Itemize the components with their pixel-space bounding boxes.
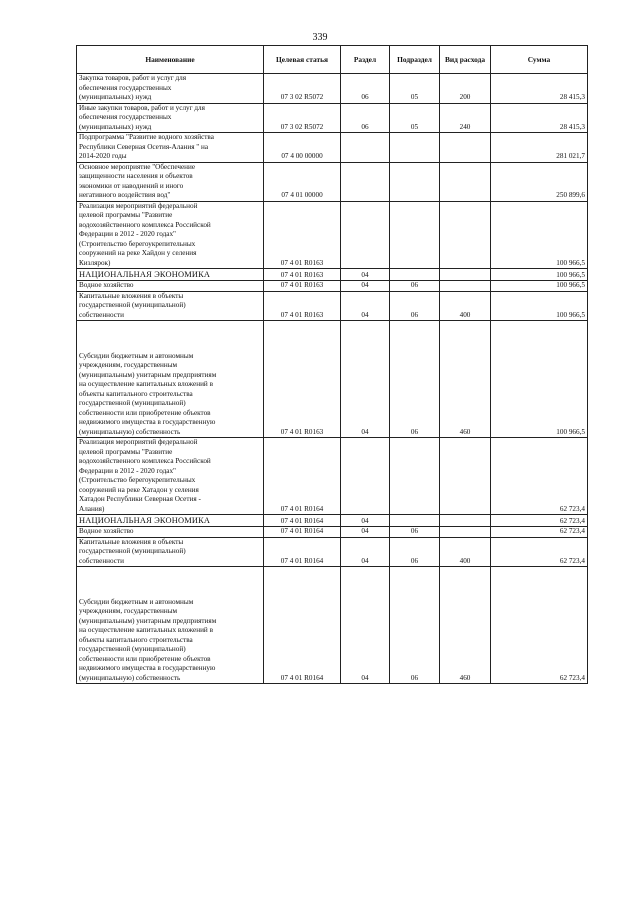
row-target: 07 4 01 R0164 <box>264 567 341 684</box>
row-name: Капитальные вложения в объекты государственной (муниципальной) собственности <box>77 537 264 567</box>
header-sum: Сумма <box>491 46 588 74</box>
row-section: 04 <box>341 567 390 684</box>
page-number: 339 <box>312 32 328 43</box>
row-target: 07 4 01 R0163 <box>264 201 341 269</box>
table-row <box>77 291 588 321</box>
table-row <box>77 567 588 684</box>
row-subsection <box>390 133 440 163</box>
row-sum: 100 966,5 <box>491 269 588 281</box>
row-subsection: 06 <box>390 321 440 438</box>
row-target: 07 4 00 00000 <box>264 133 341 163</box>
row-target: 07 4 01 R0164 <box>264 438 341 515</box>
row-subsection: 06 <box>390 291 440 321</box>
row-sum: 100 966,5 <box>491 291 588 321</box>
row-expense-type: 200 <box>440 74 491 104</box>
row-section: 04 <box>341 269 390 281</box>
header-expense-type: Вид расхода <box>440 46 491 74</box>
row-name: Водное хозяйство <box>77 527 264 538</box>
row-sum: 62 723,4 <box>491 438 588 515</box>
row-sum: 28 415,3 <box>491 103 588 133</box>
row-name: Субсидии бюджетным и автономным учреждениям, государственным (муниципальным) унитарным предприятиям на осуществление капитальных вложений в объекты капитального строительства государственной (муниципальной) собственности или приобретение объектов недвижимого имущества в государственную (муниципальную) собственность <box>77 321 264 438</box>
row-expense-type <box>440 527 491 538</box>
row-name: Иные закупки товаров, работ и услуг для обеспечения государственных (муниципальных) нужд <box>77 103 264 133</box>
row-target: 07 4 01 R0163 <box>264 291 341 321</box>
row-target: 07 4 01 R0163 <box>264 281 341 292</box>
row-target: 07 4 01 R0163 <box>264 269 341 281</box>
row-expense-type <box>440 201 491 269</box>
row-subsection <box>390 438 440 515</box>
table-row <box>77 281 588 292</box>
table-row <box>77 74 588 104</box>
row-sum: 100 966,5 <box>491 281 588 292</box>
row-expense-type: 400 <box>440 291 491 321</box>
row-name: Закупка товаров, работ и услуг для обеспечения государственных (муниципальных) нужд <box>77 74 264 104</box>
row-subsection: 05 <box>390 103 440 133</box>
row-target: 07 4 01 R0164 <box>264 527 341 538</box>
row-target: 07 4 01 R0164 <box>264 537 341 567</box>
row-section: 04 <box>341 527 390 538</box>
row-sum: 62 723,4 <box>491 567 588 684</box>
budget-table <box>76 45 588 684</box>
row-name: Реализация мероприятий федеральной целевой программы "Развитие водохозяйственного комплекса Российской Федерации в 2012 - 2020 годах" (Строительство берегоукрепительных сооружений на реке Хатадон у селения Хатадон Республики Северная Осетия - Алания) <box>77 438 264 515</box>
row-subsection: 06 <box>390 527 440 538</box>
row-expense-type: 460 <box>440 321 491 438</box>
table-row <box>77 321 588 438</box>
row-target: 07 4 01 R0163 <box>264 321 341 438</box>
row-subsection <box>390 201 440 269</box>
row-expense-type <box>440 438 491 515</box>
row-section: 04 <box>341 281 390 292</box>
row-subsection <box>390 515 440 527</box>
row-section <box>341 438 390 515</box>
row-section <box>341 133 390 163</box>
row-subsection <box>390 269 440 281</box>
header-subsection: Подраздел <box>390 46 440 74</box>
row-sum: 62 723,4 <box>491 527 588 538</box>
row-name: НАЦИОНАЛЬНАЯ ЭКОНОМИКА <box>77 515 264 527</box>
row-name: Водное хозяйство <box>77 281 264 292</box>
row-expense-type <box>440 515 491 527</box>
row-section: 04 <box>341 515 390 527</box>
row-sum: 62 723,4 <box>491 515 588 527</box>
table-row <box>77 133 588 163</box>
table-row <box>77 162 588 201</box>
row-name: НАЦИОНАЛЬНАЯ ЭКОНОМИКА <box>77 269 264 281</box>
row-subsection <box>390 162 440 201</box>
table-row <box>77 537 588 567</box>
row-section <box>341 162 390 201</box>
row-section: 04 <box>341 321 390 438</box>
row-expense-type: 240 <box>440 103 491 133</box>
row-sum: 100 966,5 <box>491 201 588 269</box>
row-section: 04 <box>341 291 390 321</box>
row-expense-type <box>440 281 491 292</box>
row-name: Субсидии бюджетным и автономным учреждениям, государственным (муниципальным) унитарным предприятиям на осуществление капитальных вложений в объекты капитального строительства государственной (муниципальной) собственности или приобретение объектов недвижимого имущества в государственную (муниципальную) собственность <box>77 567 264 684</box>
row-name: Подпрограмма "Развитие водного хозяйства Республики Северная Осетия-Алания " на 2014-2020 годы <box>77 133 264 163</box>
row-target: 07 4 01 R0164 <box>264 515 341 527</box>
row-section: 06 <box>341 74 390 104</box>
row-name: Реализация мероприятий федеральной целевой программы "Развитие водохозяйственного комплекса Российской Федерации в 2012 - 2020 годах" (Строительство берегоукрепительных сооружений на реке Хайдон у селения Кизлярок) <box>77 201 264 269</box>
row-subsection: 06 <box>390 281 440 292</box>
table-row <box>77 269 588 281</box>
row-section: 04 <box>341 537 390 567</box>
table-header-row <box>77 46 588 74</box>
row-sum: 281 021,7 <box>491 133 588 163</box>
row-expense-type: 400 <box>440 537 491 567</box>
row-expense-type <box>440 133 491 163</box>
row-expense-type: 460 <box>440 567 491 684</box>
header-name: Наименование <box>77 46 264 74</box>
row-target: 07 4 01 00000 <box>264 162 341 201</box>
row-subsection: 05 <box>390 74 440 104</box>
row-target: 07 3 02 R5072 <box>264 103 341 133</box>
table-body <box>77 74 588 684</box>
row-sum: 250 899,6 <box>491 162 588 201</box>
row-sum: 62 723,4 <box>491 537 588 567</box>
table-row <box>77 201 588 269</box>
table-row <box>77 103 588 133</box>
row-section: 06 <box>341 103 390 133</box>
row-sum: 28 415,3 <box>491 74 588 104</box>
row-name: Капитальные вложения в объекты государственной (муниципальной) собственности <box>77 291 264 321</box>
table-row <box>77 527 588 538</box>
row-target: 07 3 02 R5072 <box>264 74 341 104</box>
row-section <box>341 201 390 269</box>
row-name: Основное мероприятие "Обеспечение защищенности населения и объектов экономики от наводнений и иного негативного воздействия вод" <box>77 162 264 201</box>
header-target: Целевая статья <box>264 46 341 74</box>
row-sum: 100 966,5 <box>491 321 588 438</box>
table-row <box>77 515 588 527</box>
table-row <box>77 438 588 515</box>
row-expense-type <box>440 162 491 201</box>
row-subsection: 06 <box>390 567 440 684</box>
header-section: Раздел <box>341 46 390 74</box>
row-expense-type <box>440 269 491 281</box>
row-subsection: 06 <box>390 537 440 567</box>
